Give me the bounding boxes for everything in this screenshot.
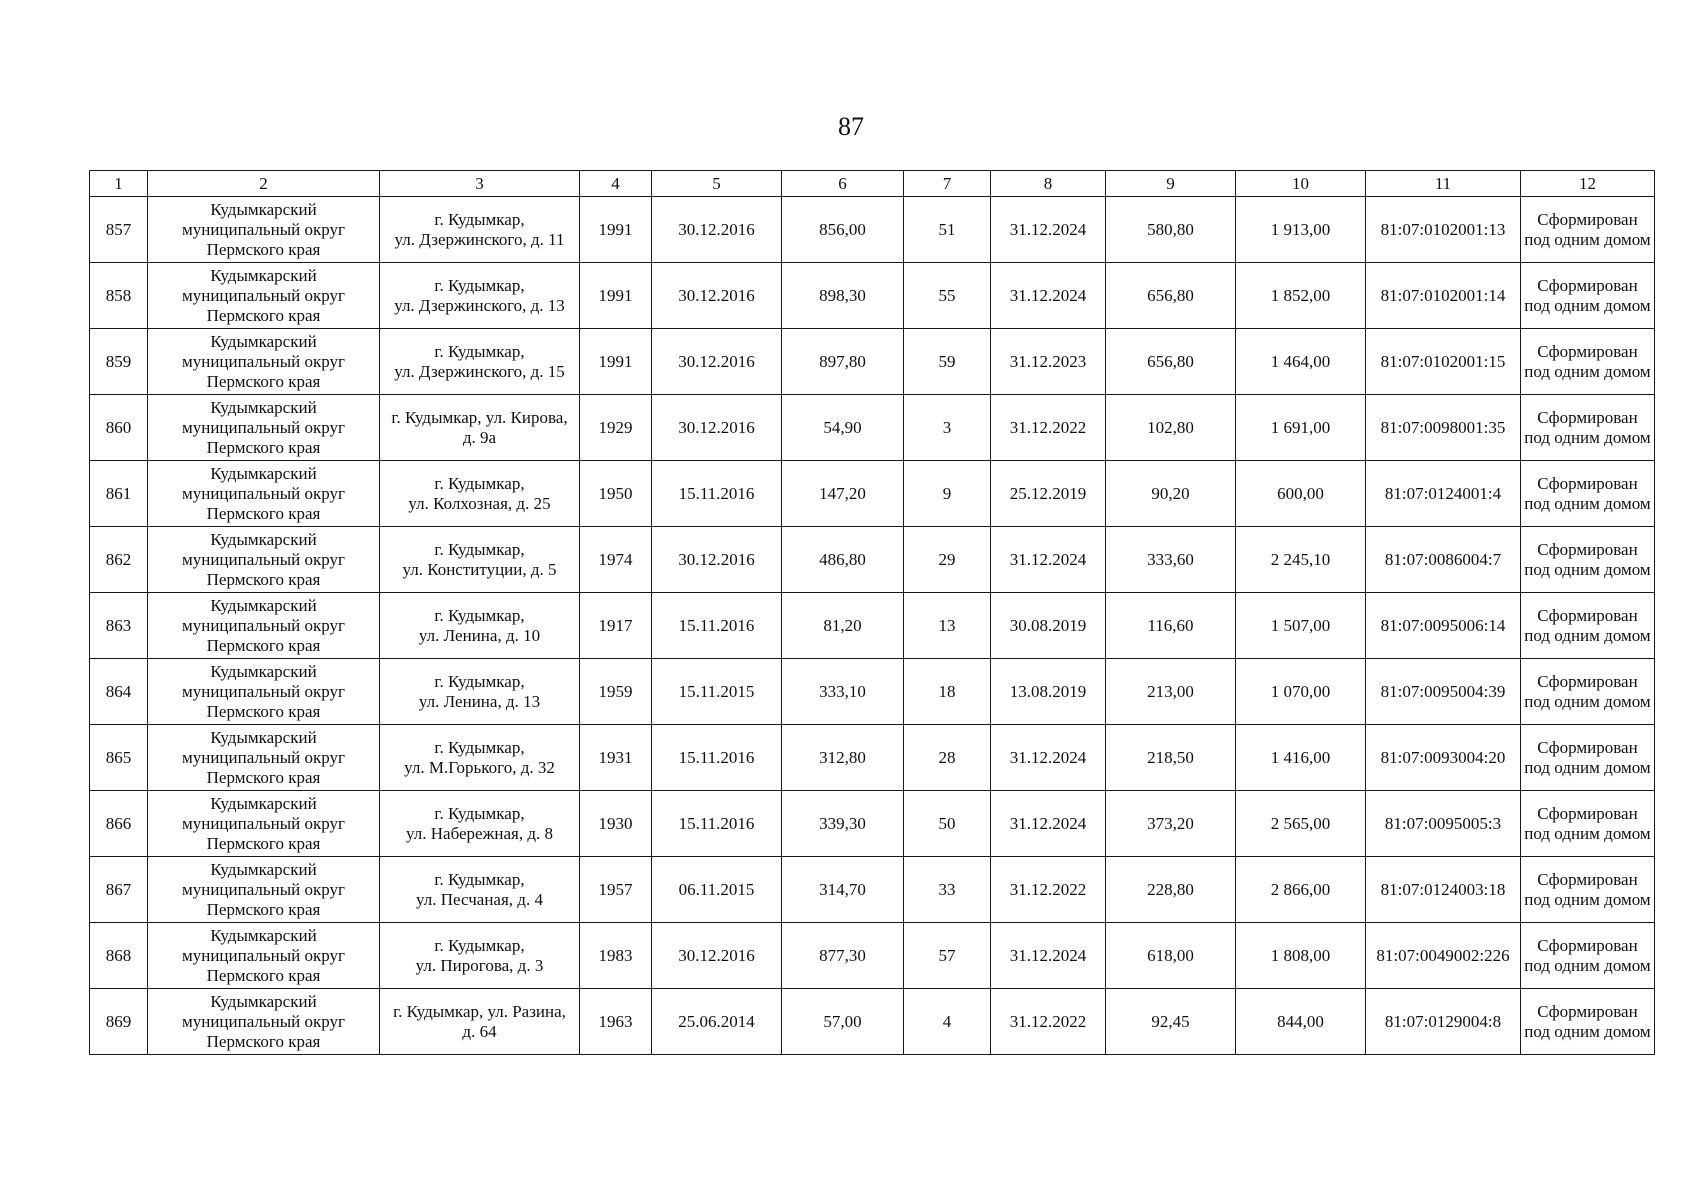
cell-date-1: 15.11.2016: [652, 461, 782, 527]
cell-district-line: муниципальный округ: [181, 483, 346, 503]
cell-district-line: Пермского края: [206, 437, 321, 457]
cell-number: 858: [90, 263, 148, 329]
cell-number: 866: [90, 791, 148, 857]
table-row: [90, 395, 1655, 461]
table-row: [90, 989, 1655, 1055]
cell-district-line: Пермского края: [206, 701, 321, 721]
cell-address-line: ул. М.Горького, д. 32: [404, 757, 555, 777]
cell-status-line: под одним домом: [1524, 823, 1651, 843]
cell-address: [380, 197, 580, 263]
cell-address: [380, 791, 580, 857]
cell-district: [148, 593, 380, 659]
cell-area: 57,00: [782, 989, 904, 1055]
cell-address-line: ул. Пирогова, д. 3: [415, 955, 544, 975]
table-row: [90, 263, 1655, 329]
cell-status-line: под одним домом: [1524, 493, 1651, 513]
cell-address-line: ул. Дзержинского, д. 13: [394, 295, 565, 315]
cell-date-2: 31.12.2024: [991, 527, 1106, 593]
cell-address-line: г. Кудымкар,: [434, 671, 525, 691]
cell-status: [1521, 527, 1655, 593]
cell-status-line: под одним домом: [1524, 427, 1651, 447]
header-row: [90, 171, 1655, 197]
cell-area-2: 218,50: [1106, 725, 1236, 791]
cell-status-line: под одним домом: [1524, 955, 1651, 975]
table-row: [90, 329, 1655, 395]
cell-address: [380, 593, 580, 659]
cell-count: 3: [904, 395, 991, 461]
cell-status-line: под одним домом: [1524, 757, 1651, 777]
cell-count: 55: [904, 263, 991, 329]
cell-address: [380, 923, 580, 989]
cell-year: 1957: [580, 857, 652, 923]
cell-district-line: муниципальный округ: [181, 417, 346, 437]
cell-address-line: ул. Ленина, д. 10: [418, 625, 541, 645]
cell-cadastral-number: 81:07:0095006:14: [1366, 593, 1521, 659]
cell-number: 867: [90, 857, 148, 923]
cell-number: 861: [90, 461, 148, 527]
cell-status: [1521, 593, 1655, 659]
cell-status: [1521, 329, 1655, 395]
cell-district-line: Кудымкарский: [210, 265, 317, 285]
cell-count: 29: [904, 527, 991, 593]
cell-area: 877,30: [782, 923, 904, 989]
cell-number: 857: [90, 197, 148, 263]
cell-date-2: 31.12.2024: [991, 923, 1106, 989]
cell-area-2: 656,80: [1106, 263, 1236, 329]
column-header-5: 5: [652, 171, 782, 197]
cell-area: 856,00: [782, 197, 904, 263]
column-header-4: 4: [580, 171, 652, 197]
cell-status-line: под одним домом: [1524, 889, 1651, 909]
column-header-2: 2: [148, 171, 380, 197]
cell-district-line: муниципальный округ: [181, 351, 346, 371]
cell-area-2: 656,80: [1106, 329, 1236, 395]
cell-district-line: муниципальный округ: [181, 879, 346, 899]
cell-cadastral-number: 81:07:0124001:4: [1366, 461, 1521, 527]
cell-district: [148, 395, 380, 461]
cell-date-2: 31.12.2024: [991, 263, 1106, 329]
cell-area-2: 373,20: [1106, 791, 1236, 857]
cell-district-line: муниципальный округ: [181, 681, 346, 701]
cell-number: 869: [90, 989, 148, 1055]
cell-district-line: Пермского края: [206, 767, 321, 787]
cell-date-1: 15.11.2015: [652, 659, 782, 725]
cell-status: [1521, 725, 1655, 791]
cell-address-line: ул. Песчаная, д. 4: [416, 889, 543, 909]
cell-address-line: г. Кудымкар,: [434, 803, 525, 823]
cell-address-line: г. Кудымкар, ул. Разина,: [393, 1001, 566, 1021]
cell-district-line: Кудымкарский: [210, 199, 317, 219]
cell-address-line: ул. Ленина, д. 13: [418, 691, 541, 711]
table-row: [90, 197, 1655, 263]
cell-area: 312,80: [782, 725, 904, 791]
cell-district-line: Кудымкарский: [210, 793, 317, 813]
cell-date-2: 31.12.2024: [991, 197, 1106, 263]
cell-status-line: Сформирован: [1537, 869, 1638, 889]
cell-area-3: 1 416,00: [1236, 725, 1366, 791]
cell-address-line: г. Кудымкар,: [434, 341, 525, 361]
table-row: [90, 593, 1655, 659]
cell-address-line: г. Кудымкар,: [434, 605, 525, 625]
column-header-9: 9: [1106, 171, 1236, 197]
cell-count: 13: [904, 593, 991, 659]
cell-area-3: 2 245,10: [1236, 527, 1366, 593]
cell-count: 9: [904, 461, 991, 527]
cell-cadastral-number: 81:07:0129004:8: [1366, 989, 1521, 1055]
cell-status-line: Сформирован: [1537, 275, 1638, 295]
cell-district-line: Пермского края: [206, 833, 321, 853]
cell-area-3: 1 691,00: [1236, 395, 1366, 461]
cell-date-2: 31.12.2022: [991, 857, 1106, 923]
table-row: [90, 725, 1655, 791]
cell-status-line: Сформирован: [1537, 737, 1638, 757]
cell-district: [148, 989, 380, 1055]
cell-status: [1521, 395, 1655, 461]
cell-status-line: под одним домом: [1524, 1021, 1651, 1041]
cell-address: [380, 989, 580, 1055]
cell-area-3: 1 913,00: [1236, 197, 1366, 263]
cell-district: [148, 791, 380, 857]
cell-area: 333,10: [782, 659, 904, 725]
cell-area-2: 102,80: [1106, 395, 1236, 461]
cell-district: [148, 329, 380, 395]
cell-district-line: Кудымкарский: [210, 991, 317, 1011]
cell-status-line: Сформирован: [1537, 209, 1638, 229]
cell-status-line: под одним домом: [1524, 295, 1651, 315]
cell-count: 57: [904, 923, 991, 989]
cell-count: 33: [904, 857, 991, 923]
cell-date-1: 30.12.2016: [652, 263, 782, 329]
cell-status-line: Сформирован: [1537, 803, 1638, 823]
cell-district-line: Кудымкарский: [210, 529, 317, 549]
cell-address-line: г. Кудымкар,: [434, 737, 525, 757]
cell-status: [1521, 857, 1655, 923]
cell-address: [380, 725, 580, 791]
cell-area-2: 116,60: [1106, 593, 1236, 659]
cell-year: 1983: [580, 923, 652, 989]
cell-district-line: Пермского края: [206, 503, 321, 523]
column-header-12: 12: [1521, 171, 1655, 197]
cell-address-line: г. Кудымкар,: [434, 869, 525, 889]
cell-date-1: 15.11.2016: [652, 725, 782, 791]
cell-status-line: под одним домом: [1524, 625, 1651, 645]
cell-district: [148, 527, 380, 593]
cell-address-line: г. Кудымкар,: [434, 275, 525, 295]
cell-status-line: под одним домом: [1524, 229, 1651, 249]
cell-year: 1929: [580, 395, 652, 461]
cell-year: 1974: [580, 527, 652, 593]
cell-date-2: 31.12.2022: [991, 989, 1106, 1055]
cell-status-line: под одним домом: [1524, 361, 1651, 381]
cell-year: 1917: [580, 593, 652, 659]
cell-date-1: 30.12.2016: [652, 197, 782, 263]
cell-area: 486,80: [782, 527, 904, 593]
cell-address: [380, 857, 580, 923]
cell-status-line: Сформирован: [1537, 605, 1638, 625]
cell-cadastral-number: 81:07:0102001:14: [1366, 263, 1521, 329]
cell-date-2: 31.12.2024: [991, 791, 1106, 857]
cell-status-line: под одним домом: [1524, 559, 1651, 579]
column-header-10: 10: [1236, 171, 1366, 197]
cell-status-line: Сформирован: [1537, 473, 1638, 493]
cell-address: [380, 659, 580, 725]
cell-area-2: 213,00: [1106, 659, 1236, 725]
cell-area: 898,30: [782, 263, 904, 329]
cell-district: [148, 857, 380, 923]
cell-status-line: Сформирован: [1537, 539, 1638, 559]
cell-cadastral-number: 81:07:0093004:20: [1366, 725, 1521, 791]
cell-area-2: 618,00: [1106, 923, 1236, 989]
cell-area-3: 1 507,00: [1236, 593, 1366, 659]
cell-status: [1521, 989, 1655, 1055]
cell-date-1: 30.12.2016: [652, 395, 782, 461]
column-header-1: 1: [90, 171, 148, 197]
cell-district-line: Пермского края: [206, 965, 321, 985]
cell-status-line: Сформирован: [1537, 407, 1638, 427]
cell-status: [1521, 197, 1655, 263]
cell-address-line: г. Кудымкар,: [434, 539, 525, 559]
cell-number: 868: [90, 923, 148, 989]
cell-area: 81,20: [782, 593, 904, 659]
cell-district: [148, 461, 380, 527]
cell-date-1: 15.11.2016: [652, 791, 782, 857]
cell-district-line: Кудымкарский: [210, 661, 317, 681]
cell-area-2: 90,20: [1106, 461, 1236, 527]
cell-address-line: ул. Колхозная, д. 25: [408, 493, 551, 513]
cell-district-line: муниципальный округ: [181, 1011, 346, 1031]
housing-registry-table: [89, 170, 1655, 1055]
cell-count: 59: [904, 329, 991, 395]
cell-address-line: д. 64: [462, 1021, 497, 1041]
cell-status-line: Сформирован: [1537, 935, 1638, 955]
cell-district-line: Пермского края: [206, 1031, 321, 1051]
cell-cadastral-number: 81:07:0098001:35: [1366, 395, 1521, 461]
table-row: [90, 527, 1655, 593]
cell-number: 864: [90, 659, 148, 725]
column-header-7: 7: [904, 171, 991, 197]
cell-status-line: Сформирован: [1537, 671, 1638, 691]
cell-year: 1963: [580, 989, 652, 1055]
cell-year: 1991: [580, 197, 652, 263]
table-row: [90, 791, 1655, 857]
cell-area-3: 1 070,00: [1236, 659, 1366, 725]
cell-district: [148, 923, 380, 989]
cell-date-2: 31.12.2023: [991, 329, 1106, 395]
cell-area-2: 333,60: [1106, 527, 1236, 593]
cell-status-line: Сформирован: [1537, 1001, 1638, 1021]
cell-area: 147,20: [782, 461, 904, 527]
cell-address: [380, 461, 580, 527]
cell-area: 314,70: [782, 857, 904, 923]
cell-district-line: Пермского края: [206, 635, 321, 655]
table-row: [90, 461, 1655, 527]
cell-status: [1521, 791, 1655, 857]
cell-address: [380, 395, 580, 461]
column-header-6: 6: [782, 171, 904, 197]
cell-date-2: 31.12.2022: [991, 395, 1106, 461]
cell-district: [148, 197, 380, 263]
cell-address-line: ул. Набережная, д. 8: [406, 823, 553, 843]
table-row: [90, 923, 1655, 989]
cell-count: 28: [904, 725, 991, 791]
column-header-11: 11: [1366, 171, 1521, 197]
cell-district-line: муниципальный округ: [181, 813, 346, 833]
cell-district-line: Кудымкарский: [210, 859, 317, 879]
cell-cadastral-number: 81:07:0086004:7: [1366, 527, 1521, 593]
cell-cadastral-number: 81:07:0049002:226: [1366, 923, 1521, 989]
cell-address-line: г. Кудымкар,: [434, 473, 525, 493]
cell-area: 897,80: [782, 329, 904, 395]
cell-year: 1991: [580, 329, 652, 395]
cell-district-line: муниципальный округ: [181, 615, 346, 635]
cell-date-1: 30.12.2016: [652, 527, 782, 593]
cell-district-line: муниципальный округ: [181, 219, 346, 239]
cell-district: [148, 725, 380, 791]
cell-number: 860: [90, 395, 148, 461]
column-header-8: 8: [991, 171, 1106, 197]
cell-date-2: 25.12.2019: [991, 461, 1106, 527]
cell-cadastral-number: 81:07:0102001:15: [1366, 329, 1521, 395]
cell-address: [380, 527, 580, 593]
cell-status: [1521, 659, 1655, 725]
cell-date-1: 15.11.2016: [652, 593, 782, 659]
cell-date-2: 31.12.2024: [991, 725, 1106, 791]
cell-district-line: Пермского края: [206, 305, 321, 325]
cell-district-line: муниципальный округ: [181, 549, 346, 569]
cell-area-2: 228,80: [1106, 857, 1236, 923]
column-header-3: 3: [380, 171, 580, 197]
cell-area-3: 2 866,00: [1236, 857, 1366, 923]
cell-district-line: муниципальный округ: [181, 747, 346, 767]
table-row: [90, 857, 1655, 923]
cell-district: [148, 659, 380, 725]
cell-year: 1991: [580, 263, 652, 329]
cell-year: 1931: [580, 725, 652, 791]
cell-date-1: 25.06.2014: [652, 989, 782, 1055]
cell-district-line: муниципальный округ: [181, 285, 346, 305]
cell-count: 51: [904, 197, 991, 263]
cell-district-line: Кудымкарский: [210, 331, 317, 351]
page-number: 87: [838, 112, 864, 141]
cell-cadastral-number: 81:07:0095005:3: [1366, 791, 1521, 857]
cell-district-line: Кудымкарский: [210, 463, 317, 483]
cell-date-2: 30.08.2019: [991, 593, 1106, 659]
cell-date-1: 30.12.2016: [652, 329, 782, 395]
cell-area-3: 2 565,00: [1236, 791, 1366, 857]
cell-district-line: Пермского края: [206, 371, 321, 391]
cell-year: 1950: [580, 461, 652, 527]
cell-address-line: ул. Дзержинского, д. 15: [394, 361, 565, 381]
cell-year: 1959: [580, 659, 652, 725]
cell-count: 18: [904, 659, 991, 725]
cell-district-line: Пермского края: [206, 899, 321, 919]
cell-district: [148, 263, 380, 329]
cell-district-line: Кудымкарский: [210, 925, 317, 945]
cell-area: 54,90: [782, 395, 904, 461]
cell-district-line: Пермского края: [206, 569, 321, 589]
cell-area-3: 1 464,00: [1236, 329, 1366, 395]
cell-status: [1521, 263, 1655, 329]
table-body: [90, 197, 1655, 1055]
cell-address: [380, 263, 580, 329]
cell-address-line: д. 9а: [462, 427, 497, 447]
cell-district-line: муниципальный округ: [181, 945, 346, 965]
cell-address-line: г. Кудымкар,: [434, 935, 525, 955]
cell-address: [380, 329, 580, 395]
cell-date-2: 13.08.2019: [991, 659, 1106, 725]
cell-number: 859: [90, 329, 148, 395]
cell-area-3: 600,00: [1236, 461, 1366, 527]
cell-number: 863: [90, 593, 148, 659]
cell-area-2: 92,45: [1106, 989, 1236, 1055]
cell-district-line: Пермского края: [206, 239, 321, 259]
cell-district-line: Кудымкарский: [210, 727, 317, 747]
cell-status: [1521, 923, 1655, 989]
cell-area-3: 1 852,00: [1236, 263, 1366, 329]
cell-district-line: Кудымкарский: [210, 595, 317, 615]
cell-date-1: 06.11.2015: [652, 857, 782, 923]
cell-year: 1930: [580, 791, 652, 857]
cell-address-line: г. Кудымкар, ул. Кирова,: [391, 407, 568, 427]
cell-status: [1521, 461, 1655, 527]
cell-status-line: Сформирован: [1537, 341, 1638, 361]
cell-district-line: Кудымкарский: [210, 397, 317, 417]
cell-address-line: г. Кудымкар,: [434, 209, 525, 229]
cell-cadastral-number: 81:07:0102001:13: [1366, 197, 1521, 263]
cell-number: 862: [90, 527, 148, 593]
cell-address-line: ул. Дзержинского, д. 11: [394, 229, 565, 249]
cell-cadastral-number: 81:07:0124003:18: [1366, 857, 1521, 923]
cell-status-line: под одним домом: [1524, 691, 1651, 711]
cell-address-line: ул. Конституции, д. 5: [402, 559, 557, 579]
cell-number: 865: [90, 725, 148, 791]
cell-count: 50: [904, 791, 991, 857]
cell-area: 339,30: [782, 791, 904, 857]
cell-count: 4: [904, 989, 991, 1055]
cell-area-3: 1 808,00: [1236, 923, 1366, 989]
cell-area-3: 844,00: [1236, 989, 1366, 1055]
cell-area-2: 580,80: [1106, 197, 1236, 263]
table-row: [90, 659, 1655, 725]
cell-cadastral-number: 81:07:0095004:39: [1366, 659, 1521, 725]
cell-date-1: 30.12.2016: [652, 923, 782, 989]
